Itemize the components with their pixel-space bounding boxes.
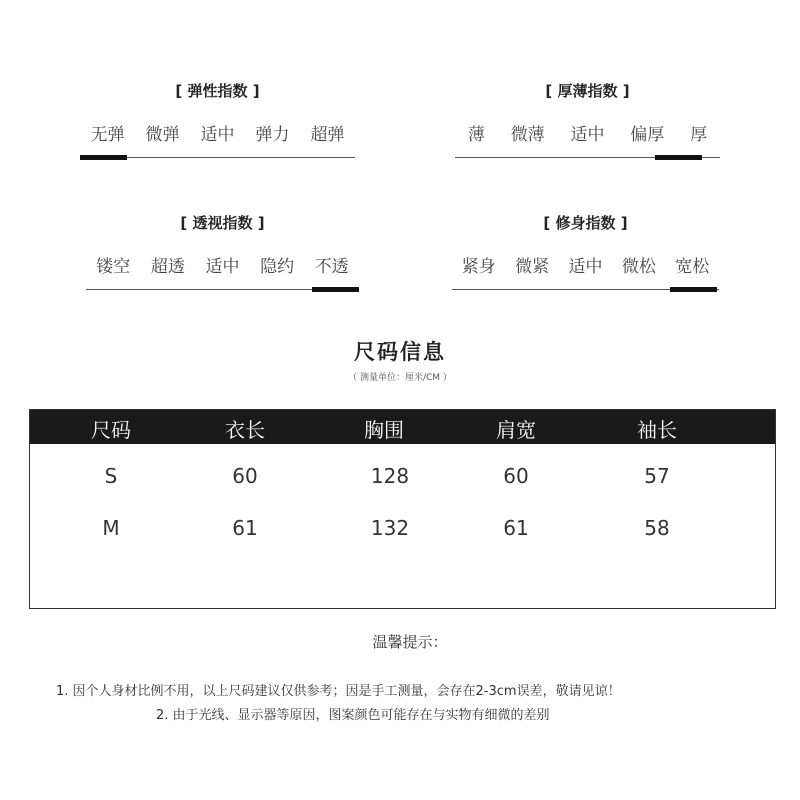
index-option: 薄 [467,125,485,145]
index-option: 适中 [200,125,235,145]
index-option: 隐约 [260,257,295,277]
fit-index [452,212,719,302]
index-option: 微弹 [145,125,180,145]
table-cell: M [102,516,120,540]
index-options [80,120,355,145]
header-cell: 肩宽 [496,418,536,442]
index-selected-marker [312,287,359,292]
index-option: 不透 [314,257,349,277]
index-options [452,252,719,277]
sheerness-index [86,212,359,302]
index-selected-marker [670,287,717,292]
index-title: [ 透视指数 ] [180,214,265,232]
index-option: 弹力 [255,125,290,145]
header-cell: 衣长 [225,418,265,442]
index-option: 紧身 [461,257,496,277]
index-option: 微紧 [515,257,550,277]
index-option: 适中 [568,257,603,277]
index-selected-marker [80,155,127,160]
table-cell: 128 [370,464,410,488]
index-option: 厚 [690,125,708,145]
table-cell: 58 [644,516,670,540]
tip-note: 1. 因个人身材比例不用，以上尺码建议仅供参考；因是手工测量，会存在2-3cm误差，敬请见谅！ [56,684,621,699]
index-options [86,252,359,277]
index-option: 适中 [570,125,605,145]
index-title: [ 厚薄指数 ] [545,82,630,100]
index-option: 无弹 [90,125,125,145]
table-cell: S [104,464,118,488]
index-options [455,120,720,145]
size-info-title: 尺码信息 [354,340,446,364]
index-option: 适中 [205,257,240,277]
index-option: 超透 [150,257,185,277]
index-option: 微薄 [510,125,545,145]
size-table [29,409,776,609]
thickness-index [455,80,720,170]
table-cell: 132 [370,516,410,540]
elasticity-index [80,80,355,170]
index-option: 超弹 [310,125,345,145]
tip-note: 2. 由于光线、显示器等原因，图案颜色可能存在与实物有细微的差别 [156,708,550,723]
index-option: 宽松 [675,257,710,277]
header-cell: 袖长 [637,418,677,442]
table-cell: 60 [503,464,529,488]
index-title: [ 修身指数 ] [543,214,628,232]
header-cell: 尺码 [91,418,131,442]
index-option: 镂空 [96,257,131,277]
index-option: 偏厚 [630,125,665,145]
size-info-unit: （ 测量单位：厘米/CM ） [348,373,452,383]
index-title: [ 弹性指数 ] [175,82,260,100]
table-cell: 61 [232,516,258,540]
tips-title: 温馨提示： [372,633,448,651]
table-cell: 61 [503,516,529,540]
header-cell: 胸围 [364,418,404,442]
table-header [30,410,775,444]
table-cell: 57 [644,464,670,488]
table-cell: 60 [232,464,258,488]
index-option: 微松 [621,257,656,277]
index-selected-marker [655,155,702,160]
